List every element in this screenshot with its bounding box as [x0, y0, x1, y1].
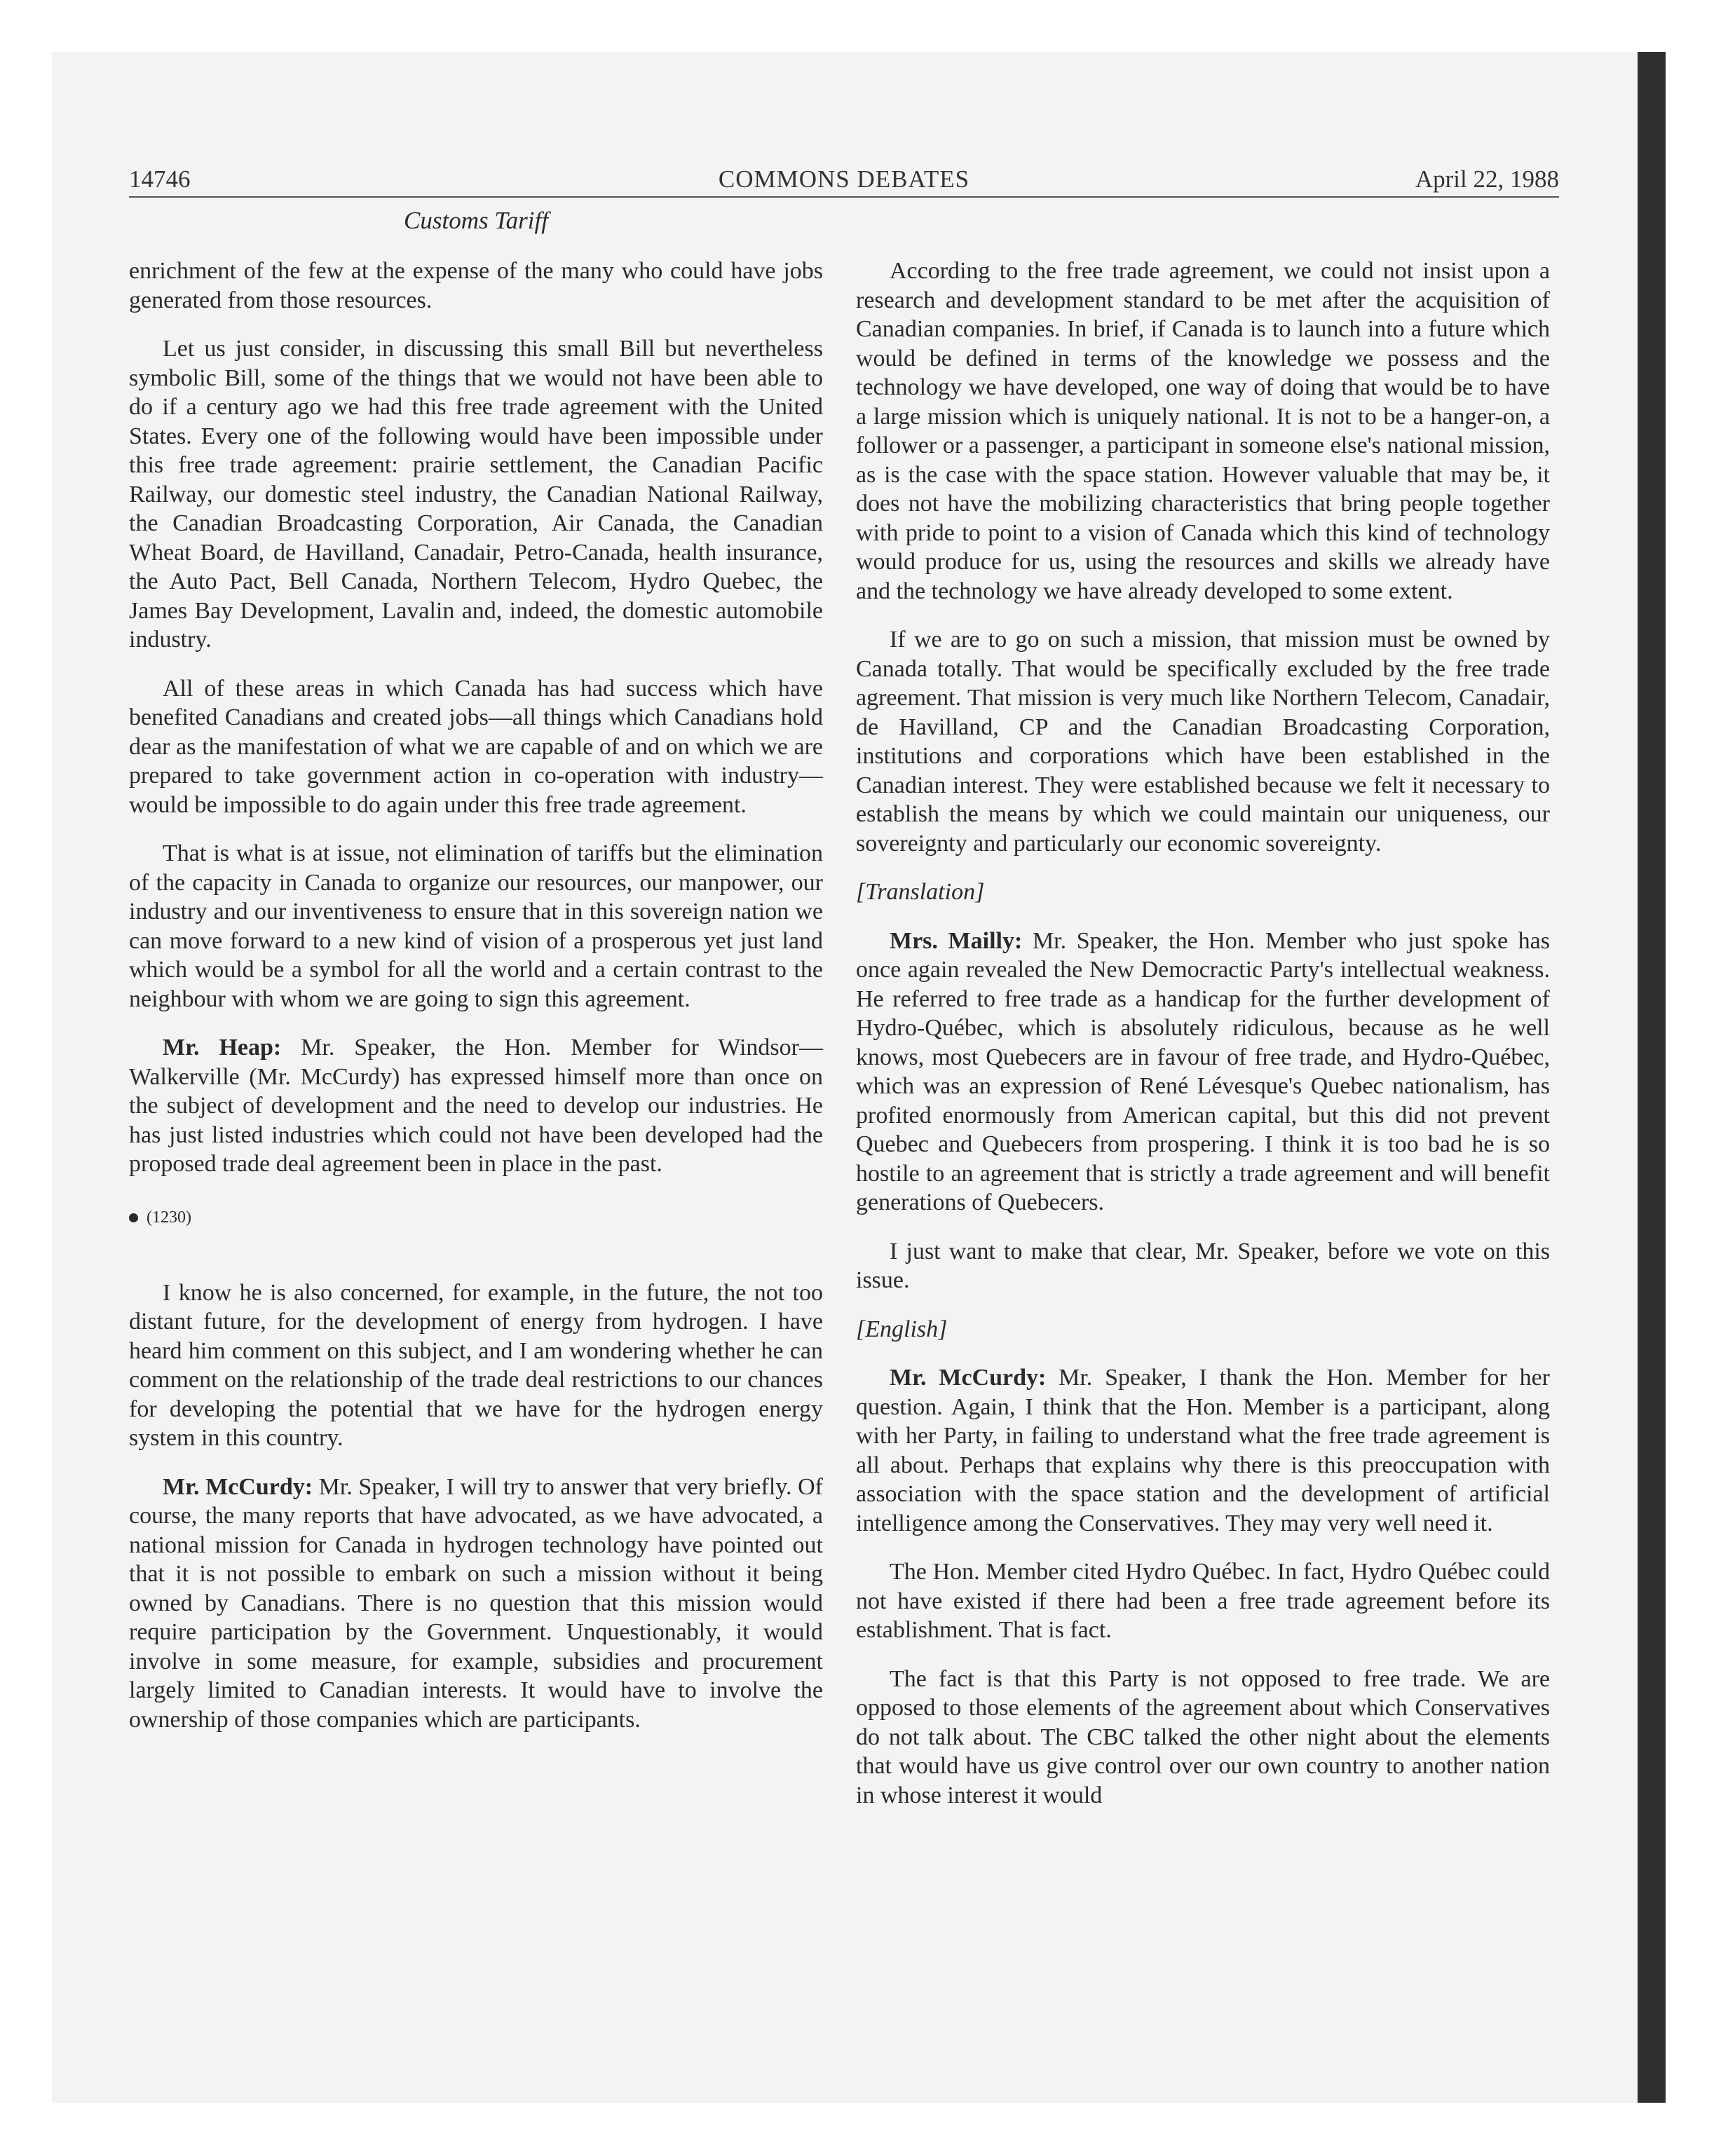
header-rule — [129, 196, 1559, 198]
time-marker-text: (1230) — [147, 1208, 191, 1227]
paragraph: If we are to go on such a mission, that mission must be owned by Canada totally. That would be specifically excluded by the free trade agreement. That mission is very much like Northern Telecom, Canadair, de Havilland, CP and the Canadian Broadcasting Corporation, institutions and corporations which have been established in the Canadian interest. They were established because we felt it necessary to establish the means by which we could maintain our uniqueness, our sovereignty and particularly our economic sovereignty. — [856, 627, 1550, 857]
english-tag: [English] — [856, 1316, 948, 1342]
paragraph: The fact is that this Party is not opposed to free trade. We are opposed to those elements of the agreement about which Conservatives do not talk about. The CBC talked the other night about the elements that would have us give control over our own country to another nation in whose interest it would — [856, 1665, 1550, 1808]
paragraph: The Hon. Member cited Hydro Québec. In fact, Hydro Québec could not have existed if there had been a free trade agreement before its establishment. That is fact. — [856, 1559, 1550, 1643]
page-binding-edge — [1638, 52, 1666, 2103]
bullet-icon — [129, 1213, 138, 1222]
page-number: 14746 — [129, 165, 191, 193]
paragraph: I know he is also concerned, for example, in the future, the not too distant future, for the development of energy from hydrogen. I have heard him comment on this subject, and I am wondering whether he can comment on the relationship of the trade deal restrictions to our chances for developing the potential that we have for the hydrogen energy system in this country. — [129, 1279, 823, 1451]
speaker-name: Mr. Heap: — [163, 1035, 282, 1060]
journal-title: COMMONS DEBATES — [718, 165, 970, 193]
right-column — [856, 257, 1550, 1829]
running-head: Customs Tariff — [404, 207, 548, 234]
speech-paragraph — [129, 1033, 823, 1179]
speech-text: Mr. Speaker, the Hon. Member who just spoke has once again revealed the New Democractic Party's intellectual weakness. He referred to free trade as a handicap for the further development of Hydro-Québec, which is absolutely ridiculous, because as he well knows, most Quebecers are in favour of free trade, and Hydro-Québec, which was an expression of René Lévesque's Quebec nationalism, has profited enormously from American capital, but this did not prevent Quebec and Quebecers from prospering. I think it is too bad he is so hostile to an agreement that is strictly a trade agreement and will benefit generations of Quebecers. — [856, 927, 1550, 1215]
time-marker — [129, 1207, 823, 1228]
speech-paragraph — [856, 927, 1550, 1217]
speaker-name: Mr. McCurdy: — [890, 1365, 1047, 1391]
speech-paragraph — [129, 1473, 823, 1735]
page-date: April 22, 1988 — [1415, 165, 1559, 193]
speaker-name: Mrs. Mailly: — [890, 927, 1023, 954]
page-header — [129, 163, 1559, 196]
speech-text: Mr. Speaker, I will try to answer that very briefly. Of course, the many reports that have advocated, as we have advocated, a national mission for Canada in hydrogen technology have pointed out that it is not possible to embark on such a mission without it being owned by Canadians. There is no question that this mission would require participation by the Government. Unquestionably, it would involve in some measure, for example, subsidies and procurement largely limited to Canadian interests. It would have to involve the ownership of those companies which are participants. — [129, 1473, 823, 1733]
paragraph: enrichment of the few at the expense of the many who could have jobs generated from those resources. — [129, 258, 823, 313]
paragraph: That is what is at issue, not elimination of tariffs but the elimination of the capacity in Canada to organize our resources, our manpower, our industry and our inventiveness to ensure that in this sovereign nation we can move forward to a new kind of vision of a prosperous yet just land which would be a symbol for all the world and a certain contrast to the neighbour with whom we are going to sign this agreement. — [129, 840, 823, 1012]
translation-tag: [Translation] — [856, 879, 985, 905]
paragraph: Let us just consider, in discussing this small Bill but nevertheless symbolic Bill, some of the things that we would not have been able to do if a century ago we had this free trade agreement with the United States. Every one of the following would have been impossible under this free trade agreement: prairie settlement, the Canadian Pacific Railway, our domestic steel industry, the Canadian National Railway, the Canadian Broadcasting Corporation, Air Canada, the Canadian Wheat Board, de Havilland, Canadair, Petro-Canada, health insurance, the Auto Pact, Bell Canada, Northern Telecom, Hydro Quebec, the James Bay Development, Lavalin and, indeed, the domestic automobile industry. — [129, 336, 823, 653]
speech-text: Mr. Speaker, the Hon. Member for Windsor—Walkerville (Mr. McCurdy) has expressed himself more than once on the subject of development and the need to develop our industries. He has just listed industries which could not have been developed had the proposed trade deal agreement been in place in the past. — [129, 1035, 823, 1177]
speech-text: Mr. Speaker, I thank the Hon. Member for her question. Again, I think that the Hon. Member is a participant, along with her Party, in failing to understand what the free trade agreement is all about. Perhaps that explains why there is this preoccupation with association with the space station and the development of artificial intelligence among the Conservatives. They may very well need it. — [856, 1365, 1550, 1536]
paragraph: All of these areas in which Canada has had success which have benefited Canadians and created jobs—all things which Canadians hold dear as the manifestation of what we are capable of and on which we are prepared to take government action in co-operation with industry—would be impossible to do again under this free trade agreement. — [129, 675, 823, 818]
speaker-name: Mr. McCurdy: — [163, 1473, 313, 1500]
paragraph: According to the free trade agreement, we could not insist upon a research and development standard to be met after the acquisition of Canadian companies. In brief, if Canada is to launch into a future which would be defined in terms of the knowledge we possess and the technology we have developed, one way of doing that would be to have a large mission which is uniquely national. It is not to be a hanger-on, a follower or a passenger, a participant in someone else's national mission, as is the case with the space station. However valuable that may be, it does not have the mobilizing characteristics that bring people together with pride to point to a vision of Canada which this kind of technology would produce for us, using the resources and skills we already have and the technology we have already developed to some extent. — [856, 258, 1550, 604]
paragraph: I just want to make that clear, Mr. Speaker, before we vote on this issue. — [856, 1238, 1550, 1293]
left-column — [129, 257, 823, 1754]
speech-paragraph — [856, 1363, 1550, 1538]
